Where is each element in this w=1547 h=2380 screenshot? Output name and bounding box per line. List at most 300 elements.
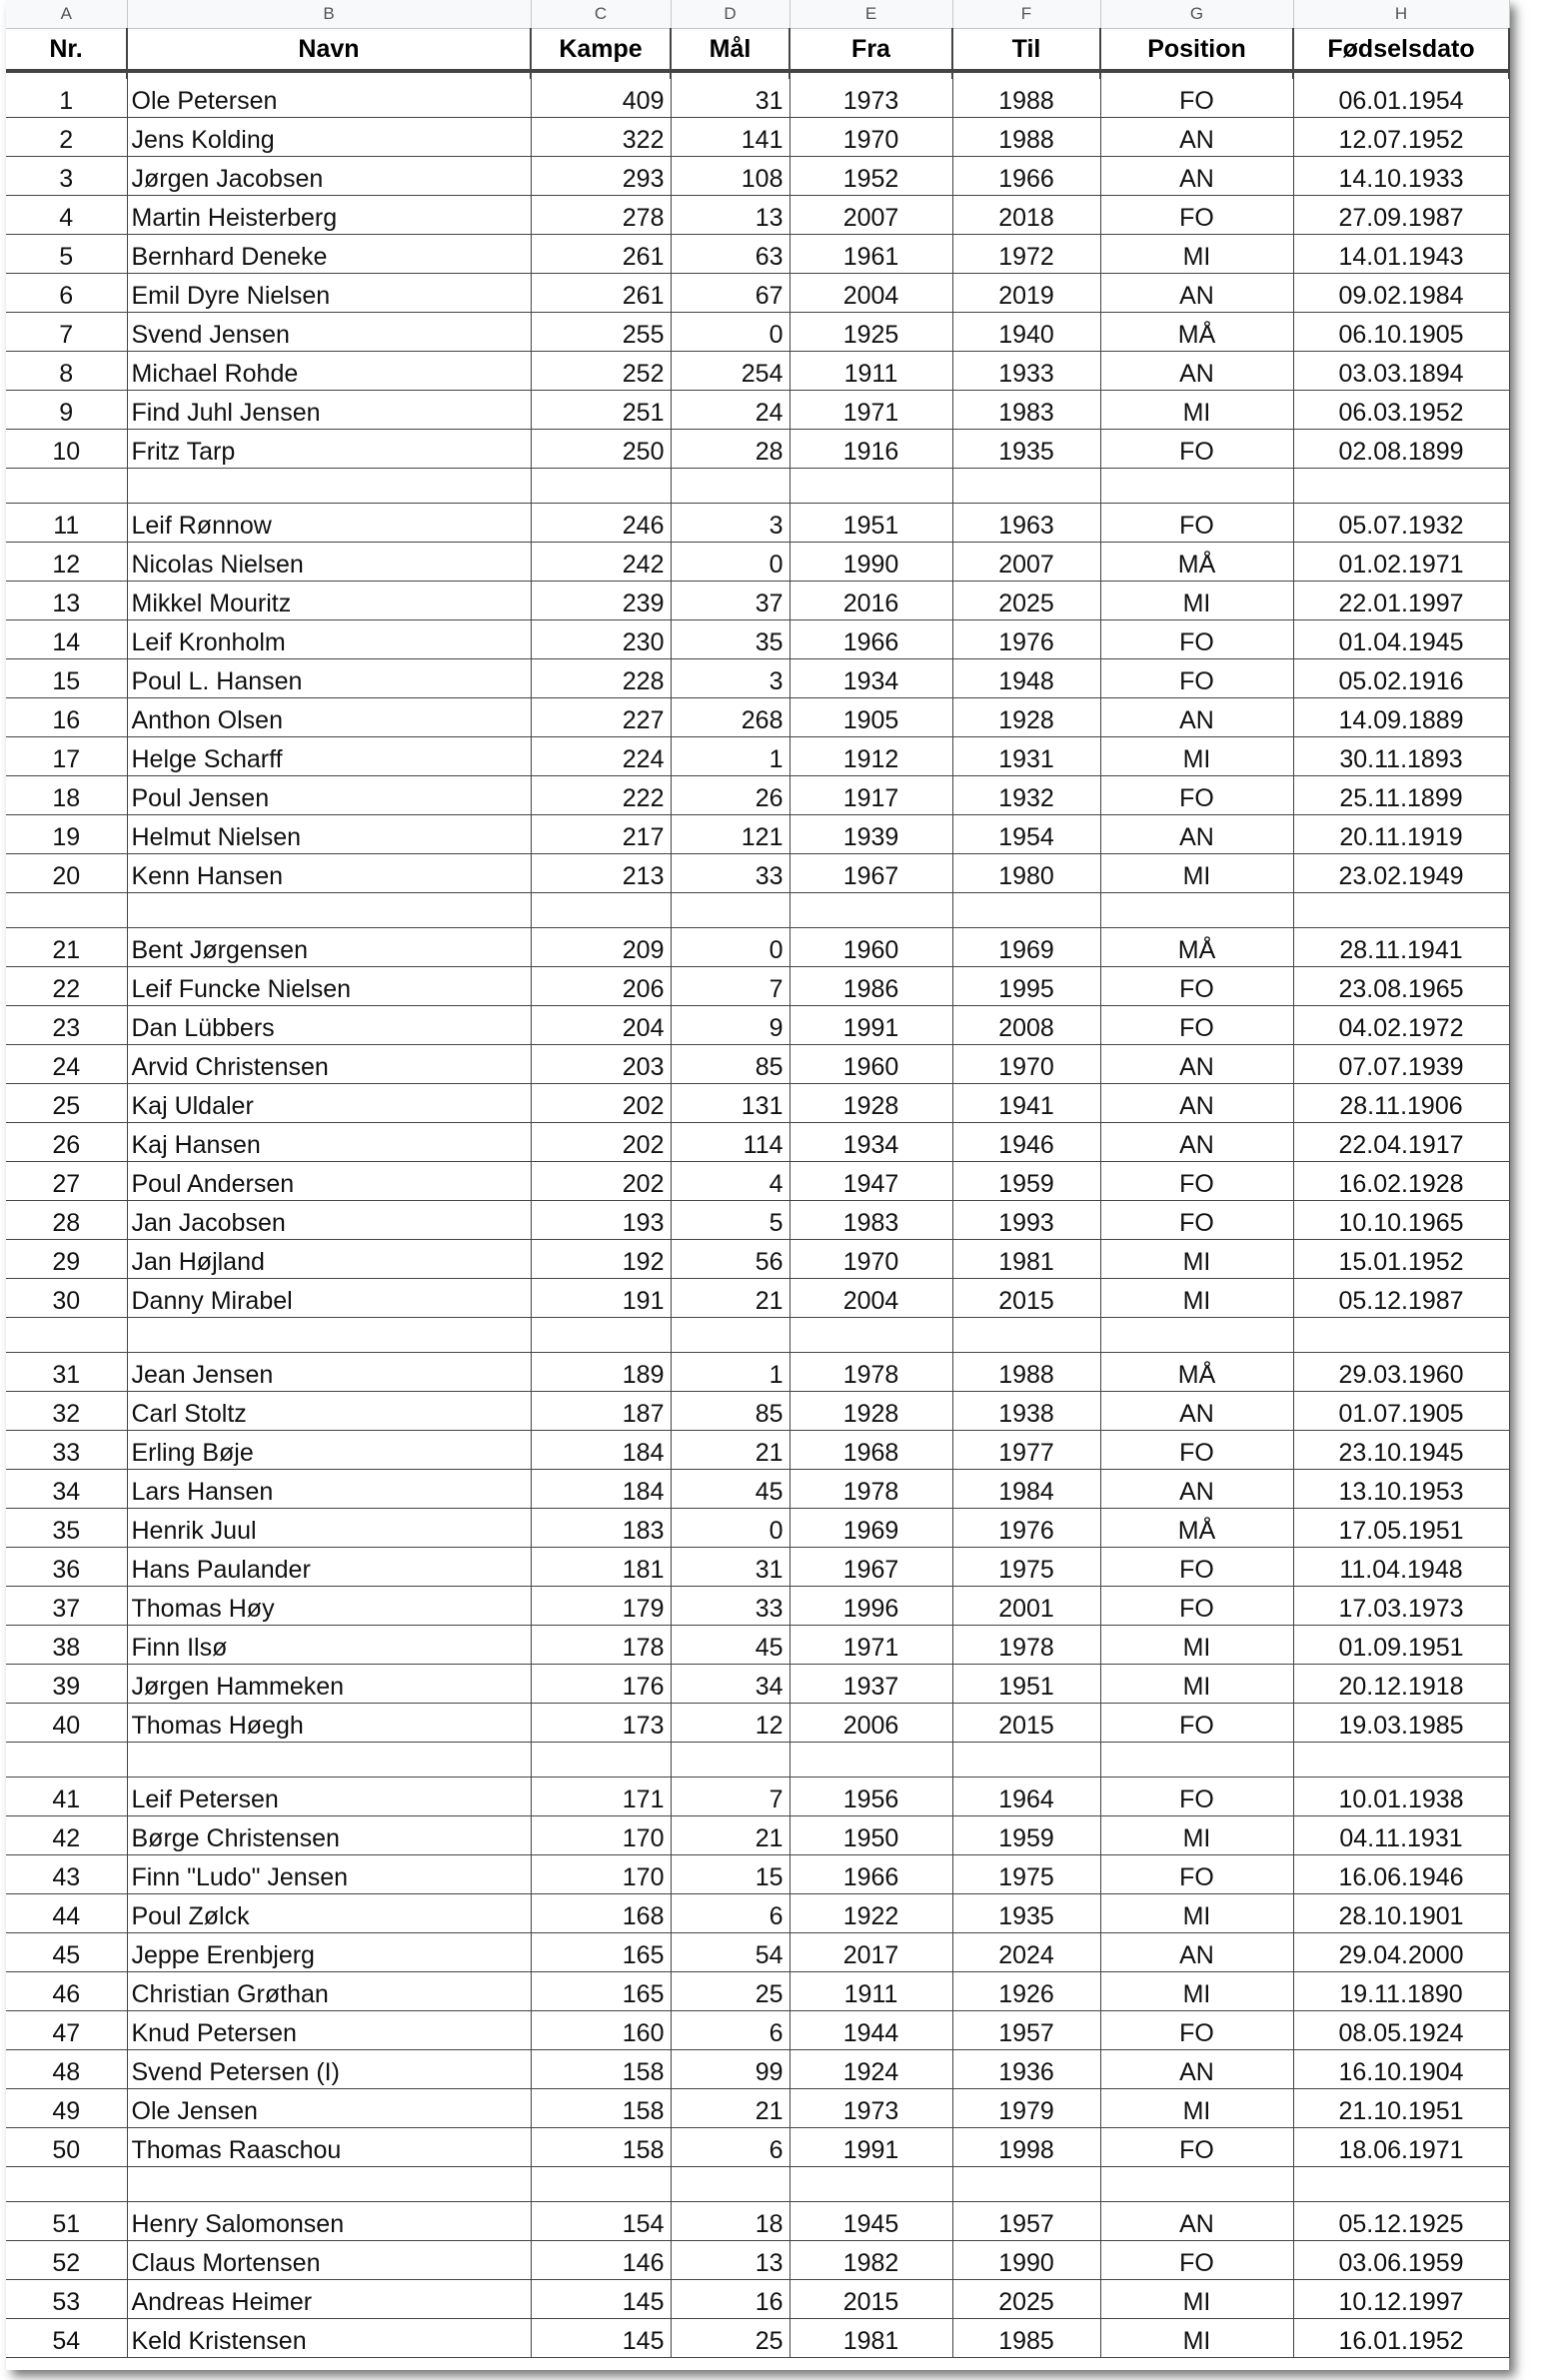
cell-position[interactable]: MI: [1100, 235, 1293, 274]
cell-til[interactable]: 1988: [952, 118, 1100, 157]
cell-navn[interactable]: Jan Jacobsen: [127, 1201, 531, 1240]
cell-navn[interactable]: Poul Jensen: [127, 776, 531, 815]
cell-til[interactable]: 1932: [952, 776, 1100, 815]
cell-navn[interactable]: Børge Christensen: [127, 1816, 531, 1855]
cell-kampe[interactable]: 178: [531, 1626, 671, 1665]
cell-foedselsdato[interactable]: 29.04.2000: [1293, 1933, 1509, 1972]
cell-foedselsdato[interactable]: 02.08.1899: [1293, 430, 1509, 469]
empty-cell[interactable]: [952, 469, 1100, 504]
cell-fra[interactable]: 1996: [789, 1587, 952, 1626]
cell-nr[interactable]: 9: [6, 391, 127, 430]
cell-fra[interactable]: 1966: [789, 1855, 952, 1894]
cell-position[interactable]: AN: [1100, 815, 1293, 854]
empty-cell[interactable]: [1293, 1743, 1509, 1778]
cell-maal[interactable]: 28: [671, 430, 789, 469]
cell-foedselsdato[interactable]: 16.10.1904: [1293, 2050, 1509, 2089]
cell-til[interactable]: 1966: [952, 157, 1100, 196]
cell-nr[interactable]: 19: [6, 815, 127, 854]
cell-foedselsdato[interactable]: 08.05.1924: [1293, 2011, 1509, 2050]
cell-til[interactable]: 1975: [952, 1855, 1100, 1894]
cell-maal[interactable]: 25: [671, 1972, 789, 2011]
cell-nr[interactable]: 1: [6, 79, 127, 118]
cell-til[interactable]: 1940: [952, 313, 1100, 352]
cell-position[interactable]: FO: [1100, 2241, 1293, 2280]
cell-foedselsdato[interactable]: 22.04.1917: [1293, 1123, 1509, 1162]
empty-cell[interactable]: [531, 1318, 671, 1353]
cell-navn[interactable]: Finn "Ludo" Jensen: [127, 1855, 531, 1894]
cell-til[interactable]: 1941: [952, 1084, 1100, 1123]
cell-kampe[interactable]: 217: [531, 815, 671, 854]
cell-foedselsdato[interactable]: 12.07.1952: [1293, 118, 1509, 157]
cell-kampe[interactable]: 242: [531, 543, 671, 582]
cell-position[interactable]: FO: [1100, 1201, 1293, 1240]
cell-foedselsdato[interactable]: 01.02.1971: [1293, 543, 1509, 582]
cell-fra[interactable]: 1970: [789, 1240, 952, 1279]
cell-kampe[interactable]: 293: [531, 157, 671, 196]
cell-fra[interactable]: 1912: [789, 737, 952, 776]
cell-nr[interactable]: 6: [6, 274, 127, 313]
cell-maal[interactable]: 3: [671, 504, 789, 543]
cell-position[interactable]: MÅ: [1100, 928, 1293, 967]
cell-navn[interactable]: Dan Lübbers: [127, 1006, 531, 1045]
cell-position[interactable]: MÅ: [1100, 1509, 1293, 1548]
empty-cell[interactable]: [789, 469, 952, 504]
cell-position[interactable]: AN: [1100, 1045, 1293, 1084]
empty-cell[interactable]: [1293, 469, 1509, 504]
cell-foedselsdato[interactable]: 17.03.1973: [1293, 1587, 1509, 1626]
cell-maal[interactable]: 108: [671, 157, 789, 196]
cell-foedselsdato[interactable]: 22.01.1997: [1293, 582, 1509, 620]
cell-fra[interactable]: 1970: [789, 118, 952, 157]
cell-til[interactable]: 2024: [952, 1933, 1100, 1972]
cell-kampe[interactable]: 203: [531, 1045, 671, 1084]
cell-kampe[interactable]: 165: [531, 1972, 671, 2011]
cell-foedselsdato[interactable]: 06.01.1954: [1293, 79, 1509, 118]
cell-navn[interactable]: Mikkel Mouritz: [127, 582, 531, 620]
cell-maal[interactable]: 268: [671, 698, 789, 737]
cell-foedselsdato[interactable]: 06.10.1905: [1293, 313, 1509, 352]
cell-kampe[interactable]: 181: [531, 1548, 671, 1587]
cell-kampe[interactable]: 261: [531, 235, 671, 274]
cell-til[interactable]: 1980: [952, 854, 1100, 893]
cell-foedselsdato[interactable]: 03.03.1894: [1293, 352, 1509, 391]
cell-kampe[interactable]: 204: [531, 1006, 671, 1045]
cell-kampe[interactable]: 251: [531, 391, 671, 430]
cell-position[interactable]: MI: [1100, 1279, 1293, 1318]
cell-nr[interactable]: 23: [6, 1006, 127, 1045]
cell-maal[interactable]: 3: [671, 659, 789, 698]
cell-kampe[interactable]: 184: [531, 1470, 671, 1509]
cell-fra[interactable]: 1947: [789, 1162, 952, 1201]
empty-cell[interactable]: [1293, 893, 1509, 928]
cell-kampe[interactable]: 409: [531, 79, 671, 118]
cell-nr[interactable]: 51: [6, 2202, 127, 2241]
cell-position[interactable]: FO: [1100, 1704, 1293, 1743]
cell-navn[interactable]: Bernhard Deneke: [127, 235, 531, 274]
cell-nr[interactable]: 21: [6, 928, 127, 967]
cell-til[interactable]: 2019: [952, 274, 1100, 313]
column-letter-e[interactable]: E: [789, 0, 952, 29]
cell-fra[interactable]: 1966: [789, 620, 952, 659]
cell-til[interactable]: 1972: [952, 235, 1100, 274]
cell-maal[interactable]: 15: [671, 1855, 789, 1894]
cell-nr[interactable]: 42: [6, 1816, 127, 1855]
cell-navn[interactable]: Helge Scharff: [127, 737, 531, 776]
empty-cell[interactable]: [789, 1318, 952, 1353]
cell-fra[interactable]: 1990: [789, 543, 952, 582]
cell-fra[interactable]: 1911: [789, 352, 952, 391]
cell-fra[interactable]: 1911: [789, 1972, 952, 2011]
cell-maal[interactable]: 4: [671, 1162, 789, 1201]
cell-position[interactable]: FO: [1100, 967, 1293, 1006]
cell-kampe[interactable]: 250: [531, 430, 671, 469]
cell-til[interactable]: 1959: [952, 1162, 1100, 1201]
cell-position[interactable]: FO: [1100, 1855, 1293, 1894]
empty-cell[interactable]: [671, 1743, 789, 1778]
cell-foedselsdato[interactable]: 16.02.1928: [1293, 1162, 1509, 1201]
header-kampe[interactable]: Kampe: [531, 29, 671, 72]
cell-til[interactable]: 1998: [952, 2128, 1100, 2167]
empty-cell[interactable]: [127, 893, 531, 928]
cell-fra[interactable]: 1982: [789, 2241, 952, 2280]
cell-kampe[interactable]: 252: [531, 352, 671, 391]
cell-nr[interactable]: 2: [6, 118, 127, 157]
cell-maal[interactable]: 25: [671, 2319, 789, 2358]
cell-foedselsdato[interactable]: 23.02.1949: [1293, 854, 1509, 893]
empty-cell[interactable]: [952, 1318, 1100, 1353]
cell-maal[interactable]: 12: [671, 1704, 789, 1743]
cell-nr[interactable]: 37: [6, 1587, 127, 1626]
cell-nr[interactable]: 29: [6, 1240, 127, 1279]
cell-maal[interactable]: 63: [671, 235, 789, 274]
cell-position[interactable]: AN: [1100, 1392, 1293, 1431]
cell-til[interactable]: 1976: [952, 1509, 1100, 1548]
cell-til[interactable]: 1983: [952, 391, 1100, 430]
cell-maal[interactable]: 31: [671, 1548, 789, 1587]
cell-til[interactable]: 1957: [952, 2011, 1100, 2050]
cell-fra[interactable]: 1939: [789, 815, 952, 854]
cell-position[interactable]: AN: [1100, 1084, 1293, 1123]
cell-maal[interactable]: 7: [671, 1778, 789, 1816]
cell-navn[interactable]: Leif Rønnow: [127, 504, 531, 543]
cell-nr[interactable]: 53: [6, 2280, 127, 2319]
cell-nr[interactable]: 36: [6, 1548, 127, 1587]
empty-cell[interactable]: [6, 893, 127, 928]
cell-navn[interactable]: Jeppe Erenbjerg: [127, 1933, 531, 1972]
empty-cell[interactable]: [789, 2167, 952, 2202]
cell-fra[interactable]: 1905: [789, 698, 952, 737]
empty-cell[interactable]: [671, 2167, 789, 2202]
cell-maal[interactable]: 1: [671, 1353, 789, 1392]
empty-cell[interactable]: [6, 2167, 127, 2202]
cell-position[interactable]: MI: [1100, 1665, 1293, 1704]
cell-foedselsdato[interactable]: 19.11.1890: [1293, 1972, 1509, 2011]
cell-til[interactable]: 1935: [952, 430, 1100, 469]
cell-til[interactable]: 1948: [952, 659, 1100, 698]
cell-foedselsdato[interactable]: 03.06.1959: [1293, 2241, 1509, 2280]
cell-kampe[interactable]: 173: [531, 1704, 671, 1743]
cell-foedselsdato[interactable]: 17.05.1951: [1293, 1509, 1509, 1548]
cell-kampe[interactable]: 255: [531, 313, 671, 352]
cell-foedselsdato[interactable]: 27.09.1987: [1293, 196, 1509, 235]
cell-maal[interactable]: 254: [671, 352, 789, 391]
cell-til[interactable]: 2008: [952, 1006, 1100, 1045]
cell-maal[interactable]: 13: [671, 2241, 789, 2280]
cell-navn[interactable]: Bent Jørgensen: [127, 928, 531, 967]
cell-position[interactable]: MI: [1100, 1816, 1293, 1855]
cell-maal[interactable]: 131: [671, 1084, 789, 1123]
cell-til[interactable]: 2015: [952, 1279, 1100, 1318]
cell-position[interactable]: MI: [1100, 1240, 1293, 1279]
cell-foedselsdato[interactable]: 25.11.1899: [1293, 776, 1509, 815]
cell-foedselsdato[interactable]: 05.07.1932: [1293, 504, 1509, 543]
cell-kampe[interactable]: 158: [531, 2050, 671, 2089]
cell-nr[interactable]: 13: [6, 582, 127, 620]
cell-kampe[interactable]: 184: [531, 1431, 671, 1470]
cell-fra[interactable]: 1917: [789, 776, 952, 815]
cell-nr[interactable]: 39: [6, 1665, 127, 1704]
cell-position[interactable]: AN: [1100, 698, 1293, 737]
empty-cell[interactable]: [1100, 2167, 1293, 2202]
cell-maal[interactable]: 45: [671, 1470, 789, 1509]
cell-til[interactable]: 1928: [952, 698, 1100, 737]
cell-nr[interactable]: 35: [6, 1509, 127, 1548]
cell-nr[interactable]: 32: [6, 1392, 127, 1431]
cell-maal[interactable]: 56: [671, 1240, 789, 1279]
cell-navn[interactable]: Fritz Tarp: [127, 430, 531, 469]
cell-position[interactable]: MÅ: [1100, 1353, 1293, 1392]
cell-position[interactable]: FO: [1100, 659, 1293, 698]
cell-maal[interactable]: 45: [671, 1626, 789, 1665]
cell-foedselsdato[interactable]: 04.11.1931: [1293, 1816, 1509, 1855]
cell-til[interactable]: 1935: [952, 1894, 1100, 1933]
cell-position[interactable]: FO: [1100, 2128, 1293, 2167]
cell-navn[interactable]: Svend Jensen: [127, 313, 531, 352]
cell-kampe[interactable]: 209: [531, 928, 671, 967]
cell-til[interactable]: 1936: [952, 2050, 1100, 2089]
cell-position[interactable]: FO: [1100, 504, 1293, 543]
cell-foedselsdato[interactable]: 01.04.1945: [1293, 620, 1509, 659]
cell-nr[interactable]: 17: [6, 737, 127, 776]
cell-navn[interactable]: Jens Kolding: [127, 118, 531, 157]
header-foedselsdato[interactable]: Fødselsdato: [1293, 29, 1509, 72]
cell-fra[interactable]: 1973: [789, 2089, 952, 2128]
cell-nr[interactable]: 34: [6, 1470, 127, 1509]
cell-position[interactable]: MÅ: [1100, 313, 1293, 352]
cell-maal[interactable]: 35: [671, 620, 789, 659]
cell-navn[interactable]: Helmut Nielsen: [127, 815, 531, 854]
cell-fra[interactable]: 2017: [789, 1933, 952, 1972]
cell-fra[interactable]: 1928: [789, 1392, 952, 1431]
cell-kampe[interactable]: 192: [531, 1240, 671, 1279]
cell-position[interactable]: AN: [1100, 352, 1293, 391]
cell-maal[interactable]: 141: [671, 118, 789, 157]
cell-fra[interactable]: 1922: [789, 1894, 952, 1933]
cell-fra[interactable]: 1928: [789, 1084, 952, 1123]
cell-kampe[interactable]: 224: [531, 737, 671, 776]
cell-foedselsdato[interactable]: 01.07.1905: [1293, 1392, 1509, 1431]
cell-til[interactable]: 2025: [952, 582, 1100, 620]
cell-nr[interactable]: 31: [6, 1353, 127, 1392]
cell-til[interactable]: 1985: [952, 2319, 1100, 2358]
cell-kampe[interactable]: 227: [531, 698, 671, 737]
cell-foedselsdato[interactable]: 10.10.1965: [1293, 1201, 1509, 1240]
cell-navn[interactable]: Hans Paulander: [127, 1548, 531, 1587]
cell-foedselsdato[interactable]: 10.12.1997: [1293, 2280, 1509, 2319]
cell-position[interactable]: FO: [1100, 1778, 1293, 1816]
cell-kampe[interactable]: 261: [531, 274, 671, 313]
cell-navn[interactable]: Ole Petersen: [127, 79, 531, 118]
cell-maal[interactable]: 6: [671, 2128, 789, 2167]
cell-nr[interactable]: 22: [6, 967, 127, 1006]
cell-nr[interactable]: 30: [6, 1279, 127, 1318]
cell-til[interactable]: 1926: [952, 1972, 1100, 2011]
cell-kampe[interactable]: 246: [531, 504, 671, 543]
cell-position[interactable]: MI: [1100, 737, 1293, 776]
cell-position[interactable]: MI: [1100, 854, 1293, 893]
cell-maal[interactable]: 85: [671, 1392, 789, 1431]
cell-navn[interactable]: Claus Mortensen: [127, 2241, 531, 2280]
cell-foedselsdato[interactable]: 14.09.1889: [1293, 698, 1509, 737]
cell-kampe[interactable]: 189: [531, 1353, 671, 1392]
cell-kampe[interactable]: 193: [531, 1201, 671, 1240]
cell-position[interactable]: MI: [1100, 1972, 1293, 2011]
cell-kampe[interactable]: 170: [531, 1855, 671, 1894]
cell-fra[interactable]: 1971: [789, 1626, 952, 1665]
cell-navn[interactable]: Jørgen Jacobsen: [127, 157, 531, 196]
cell-kampe[interactable]: 202: [531, 1123, 671, 1162]
empty-cell[interactable]: [671, 1318, 789, 1353]
cell-fra[interactable]: 1960: [789, 1045, 952, 1084]
cell-position[interactable]: FO: [1100, 196, 1293, 235]
cell-til[interactable]: 1976: [952, 620, 1100, 659]
cell-position[interactable]: FO: [1100, 430, 1293, 469]
cell-nr[interactable]: 24: [6, 1045, 127, 1084]
cell-nr[interactable]: 41: [6, 1778, 127, 1816]
cell-navn[interactable]: Kaj Uldaler: [127, 1084, 531, 1123]
cell-til[interactable]: 1938: [952, 1392, 1100, 1431]
cell-fra[interactable]: 1991: [789, 2128, 952, 2167]
header-fra[interactable]: Fra: [789, 29, 952, 72]
column-letter-h[interactable]: H: [1293, 0, 1509, 29]
cell-fra[interactable]: 1934: [789, 1123, 952, 1162]
empty-cell[interactable]: [127, 469, 531, 504]
empty-cell[interactable]: [1100, 893, 1293, 928]
cell-kampe[interactable]: 322: [531, 118, 671, 157]
cell-navn[interactable]: Emil Dyre Nielsen: [127, 274, 531, 313]
cell-navn[interactable]: Kaj Hansen: [127, 1123, 531, 1162]
cell-fra[interactable]: 2015: [789, 2280, 952, 2319]
cell-fra[interactable]: 1978: [789, 1353, 952, 1392]
empty-cell[interactable]: [1100, 469, 1293, 504]
column-letter-d[interactable]: D: [671, 0, 789, 29]
cell-maal[interactable]: 34: [671, 1665, 789, 1704]
cell-position[interactable]: MI: [1100, 2319, 1293, 2358]
cell-navn[interactable]: Knud Petersen: [127, 2011, 531, 2050]
empty-cell[interactable]: [789, 893, 952, 928]
cell-navn[interactable]: Christian Grøthan: [127, 1972, 531, 2011]
cell-position[interactable]: FO: [1100, 1548, 1293, 1587]
cell-position[interactable]: AN: [1100, 2202, 1293, 2241]
header-til[interactable]: Til: [952, 29, 1100, 72]
column-letter-a[interactable]: A: [6, 0, 127, 29]
cell-maal[interactable]: 21: [671, 2089, 789, 2128]
cell-fra[interactable]: 1937: [789, 1665, 952, 1704]
cell-position[interactable]: AN: [1100, 157, 1293, 196]
cell-navn[interactable]: Carl Stoltz: [127, 1392, 531, 1431]
cell-foedselsdato[interactable]: 21.10.1951: [1293, 2089, 1509, 2128]
cell-position[interactable]: FO: [1100, 1162, 1293, 1201]
cell-navn[interactable]: Michael Rohde: [127, 352, 531, 391]
cell-fra[interactable]: 1968: [789, 1431, 952, 1470]
cell-navn[interactable]: Poul L. Hansen: [127, 659, 531, 698]
empty-cell[interactable]: [1293, 1318, 1509, 1353]
cell-fra[interactable]: 1978: [789, 1470, 952, 1509]
cell-fra[interactable]: 1924: [789, 2050, 952, 2089]
cell-nr[interactable]: 44: [6, 1894, 127, 1933]
cell-nr[interactable]: 38: [6, 1626, 127, 1665]
cell-navn[interactable]: Jean Jensen: [127, 1353, 531, 1392]
empty-cell[interactable]: [531, 2167, 671, 2202]
empty-cell[interactable]: [127, 2167, 531, 2202]
cell-kampe[interactable]: 158: [531, 2089, 671, 2128]
cell-maal[interactable]: 121: [671, 815, 789, 854]
cell-til[interactable]: 2025: [952, 2280, 1100, 2319]
cell-maal[interactable]: 99: [671, 2050, 789, 2089]
empty-cell[interactable]: [671, 893, 789, 928]
cell-fra[interactable]: 1925: [789, 313, 952, 352]
cell-foedselsdato[interactable]: 18.06.1971: [1293, 2128, 1509, 2167]
cell-maal[interactable]: 37: [671, 582, 789, 620]
cell-position[interactable]: AN: [1100, 118, 1293, 157]
cell-til[interactable]: 1964: [952, 1778, 1100, 1816]
cell-maal[interactable]: 16: [671, 2280, 789, 2319]
cell-maal[interactable]: 21: [671, 1816, 789, 1855]
cell-navn[interactable]: Thomas Høy: [127, 1587, 531, 1626]
column-letter-f[interactable]: F: [952, 0, 1100, 29]
cell-kampe[interactable]: 160: [531, 2011, 671, 2050]
cell-fra[interactable]: 2007: [789, 196, 952, 235]
cell-fra[interactable]: 2016: [789, 582, 952, 620]
cell-foedselsdato[interactable]: 10.01.1938: [1293, 1778, 1509, 1816]
cell-maal[interactable]: 6: [671, 2011, 789, 2050]
cell-nr[interactable]: 54: [6, 2319, 127, 2358]
cell-navn[interactable]: Arvid Christensen: [127, 1045, 531, 1084]
cell-navn[interactable]: Svend Petersen (I): [127, 2050, 531, 2089]
cell-maal[interactable]: 18: [671, 2202, 789, 2241]
cell-nr[interactable]: 8: [6, 352, 127, 391]
cell-maal[interactable]: 67: [671, 274, 789, 313]
cell-til[interactable]: 1978: [952, 1626, 1100, 1665]
cell-position[interactable]: MI: [1100, 1626, 1293, 1665]
cell-fra[interactable]: 1967: [789, 854, 952, 893]
cell-foedselsdato[interactable]: 16.01.1952: [1293, 2319, 1509, 2358]
cell-position[interactable]: FO: [1100, 776, 1293, 815]
cell-kampe[interactable]: 206: [531, 967, 671, 1006]
cell-kampe[interactable]: 171: [531, 1778, 671, 1816]
cell-maal[interactable]: 1: [671, 737, 789, 776]
cell-nr[interactable]: 15: [6, 659, 127, 698]
cell-position[interactable]: AN: [1100, 2050, 1293, 2089]
cell-foedselsdato[interactable]: 28.10.1901: [1293, 1894, 1509, 1933]
cell-til[interactable]: 1993: [952, 1201, 1100, 1240]
cell-position[interactable]: MI: [1100, 582, 1293, 620]
cell-foedselsdato[interactable]: 30.11.1893: [1293, 737, 1509, 776]
cell-maal[interactable]: 21: [671, 1279, 789, 1318]
cell-foedselsdato[interactable]: 29.03.1960: [1293, 1353, 1509, 1392]
cell-nr[interactable]: 14: [6, 620, 127, 659]
cell-maal[interactable]: 54: [671, 1933, 789, 1972]
